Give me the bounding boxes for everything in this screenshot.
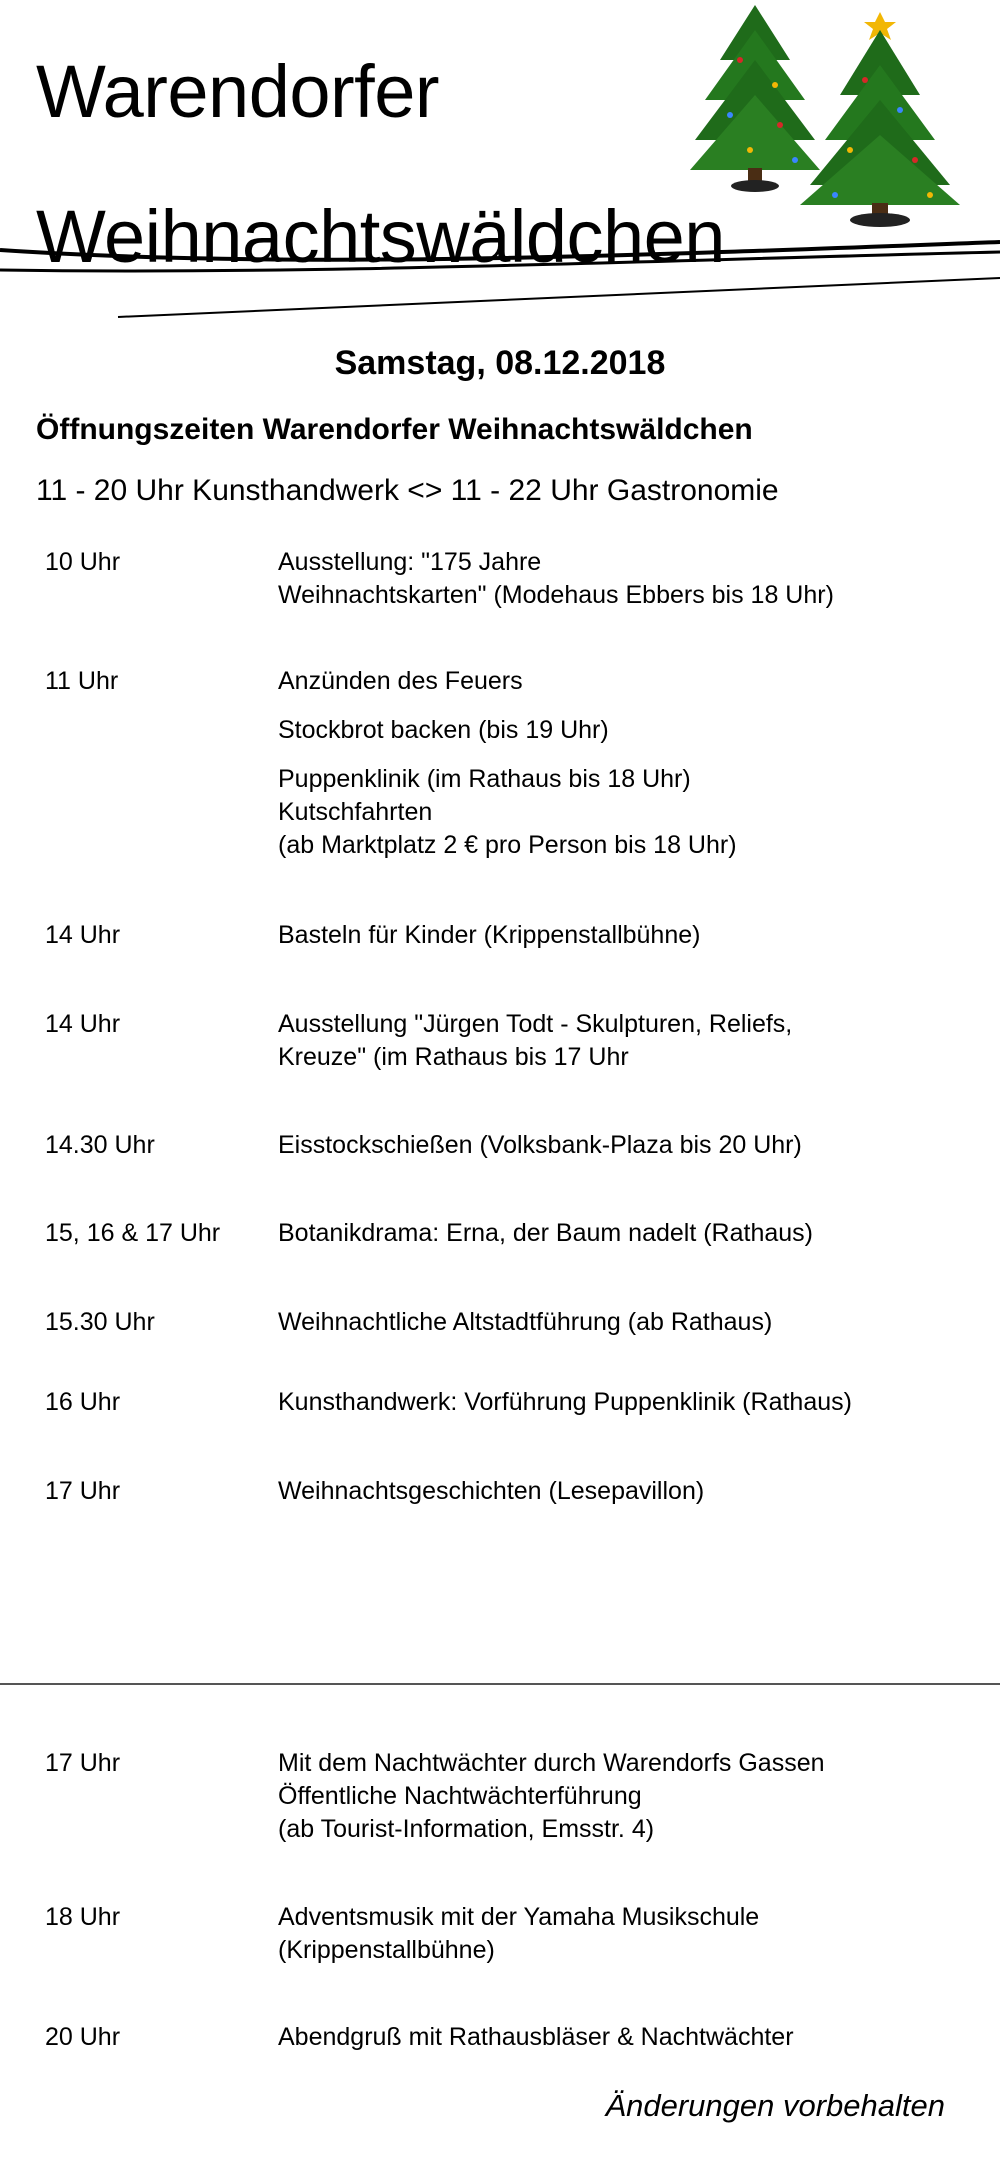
event-description <box>278 919 978 952</box>
opening-hours-subtitle: 11 - 20 Uhr Kunsthandwerk <> 11 - 22 Uhr Gastronomie <box>36 474 779 507</box>
event-description <box>278 1475 978 1508</box>
event-time: 11 Uhr <box>45 667 119 695</box>
event-time: 18 Uhr <box>45 1903 121 1931</box>
section-divider <box>0 1683 1000 1685</box>
event-line: Puppenklinik (im Rathaus bis 18 Uhr) <box>278 765 691 793</box>
disclaimer-note: Änderungen vorbehalten <box>605 2088 945 2123</box>
event-line: Weihnachtliche Altstadtführung (ab Rathaus) <box>278 1308 773 1336</box>
event-description <box>278 546 978 612</box>
event-line: Ausstellung "Jürgen Todt - Skulpturen, Reliefs, <box>278 1010 793 1038</box>
event-time: 17 Uhr <box>45 1477 121 1505</box>
event-description <box>278 1217 978 1250</box>
event-description <box>278 1747 978 1846</box>
event-description <box>278 665 978 862</box>
event-line: Öffentliche Nachtwächterführung <box>278 1782 642 1810</box>
event-line: Weihnachtskarten" (Modehaus Ebbers bis 18 Uhr) <box>278 581 834 609</box>
event-line: Botanikdrama: Erna, der Baum nadelt (Rathaus) <box>278 1219 813 1247</box>
opening-hours-title: Öffnungszeiten Warendorfer Weihnachtswäldchen <box>36 413 753 446</box>
event-description <box>278 1306 978 1339</box>
event-line: (Krippenstallbühne) <box>278 1936 495 1964</box>
event-line: Kunsthandwerk: Vorführung Puppenklinik (Rathaus) <box>278 1388 852 1416</box>
event-line: Stockbrot backen (bis 19 Uhr) <box>278 716 609 744</box>
event-line: (ab Tourist-Information, Emsstr. 4) <box>278 1815 655 1843</box>
event-time: 15.30 Uhr <box>45 1308 155 1336</box>
event-time: 14.30 Uhr <box>45 1131 155 1159</box>
event-line: Kreuze" (im Rathaus bis 17 Uhr <box>278 1043 629 1071</box>
event-time: 16 Uhr <box>45 1388 121 1416</box>
event-time: 14 Uhr <box>45 1010 121 1038</box>
event-time: 14 Uhr <box>45 921 121 949</box>
banner-swoosh-lines <box>0 230 1000 330</box>
event-time: 10 Uhr <box>45 548 121 576</box>
event-line: Basteln für Kinder (Krippenstallbühne) <box>278 921 701 949</box>
title-line-2: Weihnachtswäldchen <box>36 195 725 278</box>
event-line: Ausstellung: "175 Jahre <box>278 548 542 576</box>
christmas-trees-icon <box>680 0 1000 230</box>
event-description <box>278 1008 978 1074</box>
event-line: (ab Marktplatz 2 € pro Person bis 18 Uhr) <box>278 831 737 859</box>
event-description <box>278 1129 978 1162</box>
event-date: Samstag, 08.12.2018 <box>334 344 666 382</box>
event-time: 17 Uhr <box>45 1749 121 1777</box>
event-line: Weihnachtsgeschichten (Lesepavillon) <box>278 1477 705 1505</box>
event-line: Abendgruß mit Rathausbläser & Nachtwächter <box>278 2023 794 2051</box>
event-line: Kutschfahrten <box>278 798 433 826</box>
event-description <box>278 1386 978 1419</box>
event-description <box>278 2021 978 2054</box>
event-description <box>278 1901 978 1967</box>
title-line-1: Warendorfer <box>36 50 440 133</box>
event-line: Eisstockschießen (Volksbank-Plaza bis 20 Uhr) <box>278 1131 802 1159</box>
event-line: Adventsmusik mit der Yamaha Musikschule <box>278 1903 760 1931</box>
event-time: 20 Uhr <box>45 2023 121 2051</box>
event-line: Mit dem Nachtwächter durch Warendorfs Gassen <box>278 1749 825 1777</box>
event-time: 15, 16 & 17 Uhr <box>45 1219 221 1247</box>
event-line: Anzünden des Feuers <box>278 667 523 695</box>
